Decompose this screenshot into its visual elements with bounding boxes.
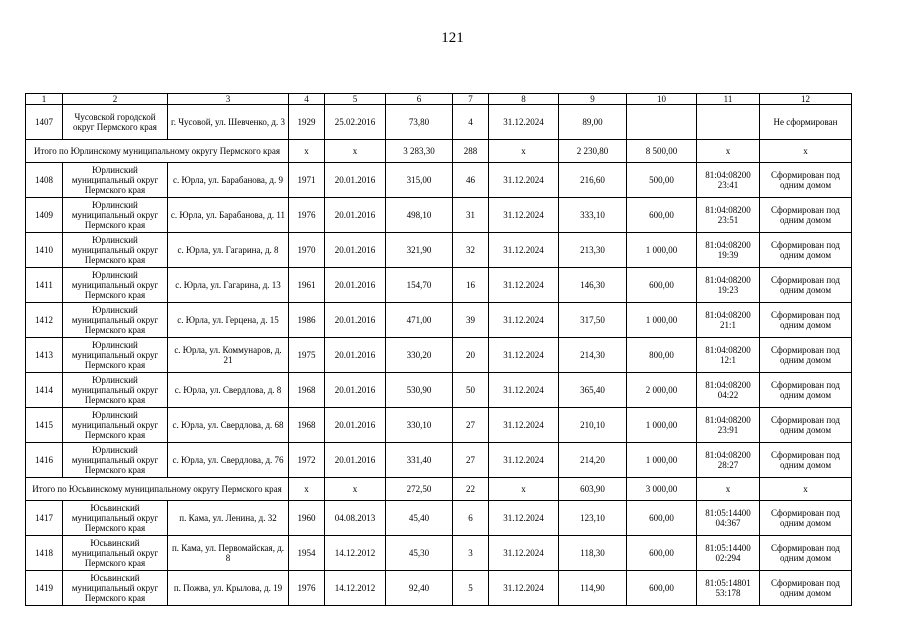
table-cell: 500,00	[627, 163, 697, 198]
column-number: 12	[760, 94, 852, 105]
table-cell: 81:04:08200 23:51	[697, 198, 760, 233]
table-cell: 20	[453, 338, 489, 373]
table-cell: Сформирован под одним домом	[760, 536, 852, 571]
table-cell: 1971	[289, 163, 325, 198]
table-cell: 31.12.2024	[489, 163, 559, 198]
table-cell: с. Юрла, ул. Свердлова, д. 8	[168, 373, 289, 408]
table-cell: 1416	[26, 443, 63, 478]
table-cell: 365,40	[559, 373, 627, 408]
table-cell: 92,40	[386, 571, 453, 606]
table-cell: 6	[453, 501, 489, 536]
table-cell: 8 500,00	[627, 140, 697, 163]
table-cell: Юрлинский муниципальный округ Пермского края	[63, 163, 168, 198]
table-cell: Юрлинский муниципальный округ Пермского края	[63, 198, 168, 233]
table-cell: 800,00	[627, 338, 697, 373]
table-cell: 1929	[289, 105, 325, 140]
table-cell: 46	[453, 163, 489, 198]
table-cell: 600,00	[627, 198, 697, 233]
table-cell: 1 000,00	[627, 443, 697, 478]
table-cell: 1413	[26, 338, 63, 373]
table-cell: 31.12.2024	[489, 198, 559, 233]
column-number: 11	[697, 94, 760, 105]
table-cell: 154,70	[386, 268, 453, 303]
table-cell: с. Юрла, ул. Свердлова, д. 68	[168, 408, 289, 443]
column-number: 10	[627, 94, 697, 105]
column-number: 1	[26, 94, 63, 105]
table-cell: 1975	[289, 338, 325, 373]
table-row	[26, 303, 852, 338]
table-cell: 600,00	[627, 571, 697, 606]
table-cell: п. Кама, ул. Ленина, д. 32	[168, 501, 289, 536]
table-cell: 1 000,00	[627, 233, 697, 268]
table-cell: 81:04:08200 12:1	[697, 338, 760, 373]
table-cell: 216,60	[559, 163, 627, 198]
table-cell: 600,00	[627, 501, 697, 536]
table-cell: 31.12.2024	[489, 373, 559, 408]
table-cell: 81:04:08200 23:91	[697, 408, 760, 443]
table-cell: 20.01.2016	[325, 338, 386, 373]
table-cell: г. Чусовой, ул. Шевченко, д. 3	[168, 105, 289, 140]
table-cell: 1409	[26, 198, 63, 233]
table-cell: с. Юрла, ул. Коммунаров, д. 21	[168, 338, 289, 373]
table-cell: 1410	[26, 233, 63, 268]
table-row	[26, 198, 852, 233]
table-row	[26, 501, 852, 536]
table-cell: 1954	[289, 536, 325, 571]
table-cell: Сформирован под одним домом	[760, 268, 852, 303]
table-cell: х	[760, 140, 852, 163]
table-row	[26, 373, 852, 408]
table-cell: х	[325, 478, 386, 501]
table-cell: 317,50	[559, 303, 627, 338]
table-cell: 20.01.2016	[325, 268, 386, 303]
table-cell: п. Кама, ул. Первомайская, д. 8	[168, 536, 289, 571]
table-cell: Сформирован под одним домом	[760, 198, 852, 233]
table-cell: 81:04:08200 19:23	[697, 268, 760, 303]
table-cell: 20.01.2016	[325, 198, 386, 233]
table-cell: 89,00	[559, 105, 627, 140]
table-cell: 39	[453, 303, 489, 338]
table-cell: 3 000,00	[627, 478, 697, 501]
table-cell: 1976	[289, 571, 325, 606]
table-cell: 32	[453, 233, 489, 268]
table-cell: 2 000,00	[627, 373, 697, 408]
table-cell: 2 230,80	[559, 140, 627, 163]
table-cell: 20.01.2016	[325, 408, 386, 443]
table-cell: 3 283,30	[386, 140, 453, 163]
table-cell: 16	[453, 268, 489, 303]
table-row	[26, 163, 852, 198]
table-cell: 31.12.2024	[489, 408, 559, 443]
table-cell: 31.12.2024	[489, 536, 559, 571]
table-cell: 20.01.2016	[325, 303, 386, 338]
table-cell: 330,10	[386, 408, 453, 443]
table-cell: 1960	[289, 501, 325, 536]
table-cell: 1418	[26, 536, 63, 571]
table-cell: Юрлинский муниципальный округ Пермского края	[63, 268, 168, 303]
table-cell: 600,00	[627, 268, 697, 303]
table-cell: 213,30	[559, 233, 627, 268]
table-cell: 25.02.2016	[325, 105, 386, 140]
table-row	[26, 536, 852, 571]
table-cell: 31.12.2024	[489, 443, 559, 478]
table-cell: Юрлинский муниципальный округ Пермского края	[63, 303, 168, 338]
table-cell: 31.12.2024	[489, 571, 559, 606]
table-cell: 214,20	[559, 443, 627, 478]
column-number: 8	[489, 94, 559, 105]
table-row	[26, 571, 852, 606]
table-cell: Сформирован под одним домом	[760, 233, 852, 268]
table-cell: 1968	[289, 408, 325, 443]
table-cell: Сформирован под одним домом	[760, 443, 852, 478]
table-cell: 331,40	[386, 443, 453, 478]
table-cell: 31.12.2024	[489, 501, 559, 536]
table-cell: 81:05:14400 02:294	[697, 536, 760, 571]
table-cell: Юрлинский муниципальный округ Пермского края	[63, 233, 168, 268]
column-number: 3	[168, 94, 289, 105]
subtotal-label: Итого по Юрлинскому муниципальному округу Пермского края	[26, 140, 289, 163]
table-cell: 315,00	[386, 163, 453, 198]
table-cell: 272,50	[386, 478, 453, 501]
table-cell: 114,90	[559, 571, 627, 606]
table-cell: 118,30	[559, 536, 627, 571]
table-cell: 321,90	[386, 233, 453, 268]
table-cell: Сформирован под одним домом	[760, 373, 852, 408]
table-cell: 1 000,00	[627, 303, 697, 338]
table-cell: Юрлинский муниципальный округ Пермского края	[63, 373, 168, 408]
table-cell: 14.12.2012	[325, 571, 386, 606]
table-row	[26, 443, 852, 478]
table-cell: 14.12.2012	[325, 536, 386, 571]
table-cell: 3	[453, 536, 489, 571]
table-cell: х	[289, 478, 325, 501]
table-cell: 81:04:08200 19:39	[697, 233, 760, 268]
column-number-row	[26, 94, 852, 105]
table-cell: 81:04:08200 23:41	[697, 163, 760, 198]
table-cell: 20.01.2016	[325, 443, 386, 478]
table-cell: 1408	[26, 163, 63, 198]
table-row	[26, 338, 852, 373]
table-row	[26, 408, 852, 443]
table-cell: 27	[453, 443, 489, 478]
table-row	[26, 233, 852, 268]
table-cell: 1970	[289, 233, 325, 268]
table-cell: 1 000,00	[627, 408, 697, 443]
table-cell: Юрлинский муниципальный округ Пермского края	[63, 443, 168, 478]
table-cell: х	[325, 140, 386, 163]
table-cell: х	[697, 478, 760, 501]
table-cell: Юсьвинский муниципальный округ Пермского края	[63, 536, 168, 571]
table-cell: Чусовской городской округ Пермского края	[63, 105, 168, 140]
column-number: 2	[63, 94, 168, 105]
table-row	[26, 268, 852, 303]
table-cell: 45,40	[386, 501, 453, 536]
table-cell: 31	[453, 198, 489, 233]
table-cell: 81:05:14400 04:367	[697, 501, 760, 536]
table-cell: 73,80	[386, 105, 453, 140]
table-cell: 20.01.2016	[325, 233, 386, 268]
table-cell: п. Пожва, ул. Крылова, д. 19	[168, 571, 289, 606]
table-cell: Сформирован под одним домом	[760, 303, 852, 338]
table-cell: 288	[453, 140, 489, 163]
table-cell: Юсьвинский муниципальный округ Пермского края	[63, 501, 168, 536]
table-cell: 1412	[26, 303, 63, 338]
table-cell	[697, 105, 760, 140]
table-cell: х	[697, 140, 760, 163]
table-cell: 1976	[289, 198, 325, 233]
table-cell: Юсьвинский муниципальный округ Пермского края	[63, 571, 168, 606]
table-cell: 1968	[289, 373, 325, 408]
table-row	[26, 105, 852, 140]
table-cell: с. Юрла, ул. Барабанова, д. 9	[168, 163, 289, 198]
table-cell: с. Юрла, ул. Гагарина, д. 13	[168, 268, 289, 303]
table-cell: 1411	[26, 268, 63, 303]
table-cell: Сформирован под одним домом	[760, 571, 852, 606]
table-cell: 20.01.2016	[325, 163, 386, 198]
table-cell: 1415	[26, 408, 63, 443]
table-cell: 1417	[26, 501, 63, 536]
table-cell: х	[760, 478, 852, 501]
table-cell: 5	[453, 571, 489, 606]
table-cell: 1972	[289, 443, 325, 478]
table-cell: 1961	[289, 268, 325, 303]
table-cell: 4	[453, 105, 489, 140]
table-cell: 27	[453, 408, 489, 443]
table-cell: 31.12.2024	[489, 268, 559, 303]
table-cell: 603,90	[559, 478, 627, 501]
column-number: 4	[289, 94, 325, 105]
table-cell: Юрлинский муниципальный округ Пермского края	[63, 408, 168, 443]
table-cell: Сформирован под одним домом	[760, 338, 852, 373]
table-cell: с. Юрла, ул. Свердлова, д. 76	[168, 443, 289, 478]
table-cell: х	[489, 140, 559, 163]
table-cell: х	[289, 140, 325, 163]
table-cell: с. Юрла, ул. Гагарина, д. 8	[168, 233, 289, 268]
table-cell: 81:04:08200 21:1	[697, 303, 760, 338]
table-cell: Сформирован под одним домом	[760, 163, 852, 198]
table-cell: 31.12.2024	[489, 105, 559, 140]
table-cell: с. Юрла, ул. Барабанова, д. 11	[168, 198, 289, 233]
table-cell: 31.12.2024	[489, 233, 559, 268]
table-cell: 214,30	[559, 338, 627, 373]
table-cell: с. Юрла, ул. Герцена, д. 15	[168, 303, 289, 338]
table-cell: 50	[453, 373, 489, 408]
table-cell: 1986	[289, 303, 325, 338]
column-number: 7	[453, 94, 489, 105]
table-cell: 600,00	[627, 536, 697, 571]
table-cell: 471,00	[386, 303, 453, 338]
table-cell: 81:05:14801 53:178	[697, 571, 760, 606]
table-cell: 498,10	[386, 198, 453, 233]
table-cell: 81:04:08200 04:22	[697, 373, 760, 408]
table-cell: Сформирован под одним домом	[760, 408, 852, 443]
table-cell: 146,30	[559, 268, 627, 303]
table-cell: 81:04:08200 28:27	[697, 443, 760, 478]
table-cell: Сформирован под одним домом	[760, 501, 852, 536]
subtotal-row	[26, 478, 852, 501]
table-cell: 22	[453, 478, 489, 501]
housing-table	[25, 93, 852, 606]
table-cell: 1407	[26, 105, 63, 140]
table-cell: Не сформирован	[760, 105, 852, 140]
table-cell: Юрлинский муниципальный округ Пермского края	[63, 338, 168, 373]
table-cell: 333,10	[559, 198, 627, 233]
column-number: 5	[325, 94, 386, 105]
table-cell: 31.12.2024	[489, 303, 559, 338]
subtotal-row	[26, 140, 852, 163]
table-cell: 31.12.2024	[489, 338, 559, 373]
table-cell: х	[489, 478, 559, 501]
subtotal-label: Итого по Юсьвинскому муниципальному округу Пермского края	[26, 478, 289, 501]
table-cell: 330,20	[386, 338, 453, 373]
table-cell: 530,90	[386, 373, 453, 408]
table-cell: 1414	[26, 373, 63, 408]
table-cell	[627, 105, 697, 140]
table-cell: 45,30	[386, 536, 453, 571]
column-number: 6	[386, 94, 453, 105]
page-number: 121	[441, 30, 464, 46]
table-cell: 20.01.2016	[325, 373, 386, 408]
table-cell: 123,10	[559, 501, 627, 536]
table-cell: 210,10	[559, 408, 627, 443]
table-cell: 1419	[26, 571, 63, 606]
table-cell: 04.08.2013	[325, 501, 386, 536]
column-number: 9	[559, 94, 627, 105]
